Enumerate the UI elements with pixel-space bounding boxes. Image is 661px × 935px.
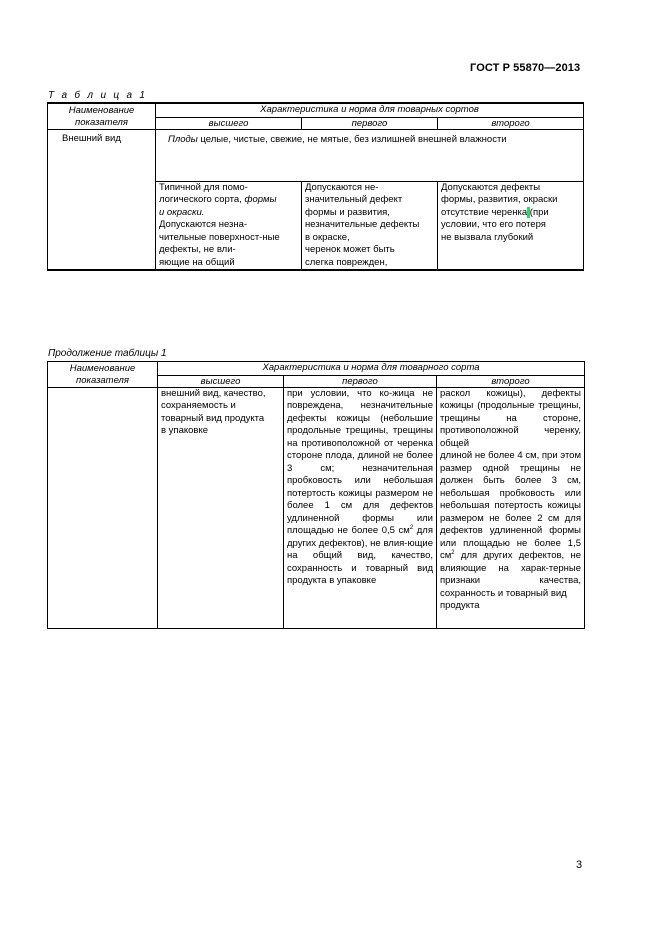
table1-highest-line6: дефекты, не вли- <box>159 244 236 255</box>
standard-code: ГОСТ Р 55870—2013 <box>470 62 581 74</box>
table2-first-text-b: для других дефектов), не влия-ющие на общий вид, качество, сохранность и товарный вид продукта в упаковке <box>287 525 433 586</box>
table1-char-header: Характеристика и норма для товарных сортов <box>156 103 584 117</box>
table2-row-name-empty <box>48 387 158 628</box>
table1-second-line5: не вызвала глубокий <box>441 231 534 243</box>
table1-grade-highest: высшего <box>156 117 302 129</box>
table1-second-line2: формы, развития, окраски <box>441 194 558 205</box>
table1-second-line1: Допускаются дефекты <box>441 181 541 193</box>
table2-second-text-b: длиной не более 4 см, при этом размер одной трещины не должен быть более 3 см, небольшая пробковость или небольшая потертость кожицы размером не более 2 см для дефектов удлиненной формы или площадью не более 1,5 см <box>440 450 581 561</box>
table2-highest-line4: в упаковке <box>161 425 209 436</box>
table2-col-name-header <box>48 362 158 388</box>
table1-first-line4: незначительные дефекты <box>305 219 420 230</box>
table2-second-text-a: раскол кожицы), дефекты кожицы (продольные трещины, трещины на стороне, противоположной черенку, общей <box>440 387 581 449</box>
table2-col-name-header-line2: показателя <box>76 374 129 386</box>
table1-col-name-header <box>48 103 156 129</box>
table1-highest-line7: яющие на общий <box>159 256 235 268</box>
table1-highest-line3: и окраски. <box>159 206 205 218</box>
table2-highest-cell <box>158 387 284 628</box>
table2-grade-second: второго <box>437 375 585 387</box>
table2-second-text-c: для других дефектов, не влияющие на харак-терные признаки качества, сохранность и товарный вид <box>440 550 581 599</box>
table2-col-name-header-line1: Наименование <box>69 363 136 374</box>
table1-second-line3a: отсутствие черенка <box>441 206 528 218</box>
table2-first-superscript: 2 <box>409 525 414 531</box>
table1-first-line1: Допускаются не- <box>305 181 379 193</box>
table1-row-main-text <box>156 129 584 181</box>
table2-highest-line1: внешний вид, качество, <box>161 387 266 399</box>
table1-row-main-rest: целые, чистые, свежие, не мятые, без излишней внешней влажности <box>197 133 507 145</box>
table1-highest-line4: Допускаются незна- <box>159 219 248 230</box>
table2-grade-highest: высшего <box>158 375 284 387</box>
table1-col-name-header-line2: показателя <box>75 116 128 128</box>
table2-second-superscript: 2 <box>451 550 455 556</box>
table2 <box>47 361 585 629</box>
table1-highest-line2a: логического сорта, <box>159 194 245 205</box>
table1-col-name-header-line1: Наименование <box>68 105 135 116</box>
table1-first-line3: формы и развития, <box>305 206 390 218</box>
table2-first-text-a: при условии, что ко-жица не повреждена, незначительные дефекты кожицы (небольшие продольные трещины, трещины на противоположной от черенка стороне плода, длиной не более 3 см; незначительная пробковость или небольшая потертость кожицы размером не более 1 см для дефектов удлиненной формы или площадью не более 0,5 см <box>287 387 433 536</box>
table1 <box>47 102 584 271</box>
table1-second-line4: условии, что его потеря <box>441 219 546 230</box>
table1-row-main-italic: Плоды <box>168 133 198 145</box>
table1-second-line3b: (при <box>529 206 549 218</box>
table1-highest-line1: Типичной для помо- <box>159 181 248 193</box>
table1-highest-line2b: формы <box>244 194 277 205</box>
page-number: 3 <box>576 859 583 871</box>
table2-highest-line2: сохраняемость и <box>161 400 236 411</box>
table1-second-cell <box>438 181 584 270</box>
table2-char-header: Характеристика и норма для товарного сорта <box>158 362 585 376</box>
table1-grade-second: второго <box>438 117 584 129</box>
table1-first-cell <box>302 181 438 270</box>
table1-highest-cell <box>156 181 302 270</box>
table1-highest-line5: чительные поверхност-ные <box>159 231 280 243</box>
table2-first-cell <box>284 387 437 628</box>
table1-first-line5: в окраске, <box>305 231 350 243</box>
table1-grade-first: первого <box>302 117 438 129</box>
table2-grade-first: первого <box>284 375 437 387</box>
table2-second-cell <box>437 387 585 628</box>
table2-title: Продолжение таблицы 1 <box>48 348 167 359</box>
table1-row-name: Внешний вид <box>48 129 156 270</box>
table1-title: Т а б л и ц а 1 <box>48 90 148 101</box>
table1-first-line7: слегка поврежден, <box>305 256 388 268</box>
table2-second-text-d: продукта <box>440 600 480 611</box>
table2-highest-line3: товарный вид продукта <box>161 412 265 424</box>
table1-first-line2: значительный дефект <box>305 194 403 205</box>
table1-first-line6: черенок может быть <box>305 244 395 255</box>
